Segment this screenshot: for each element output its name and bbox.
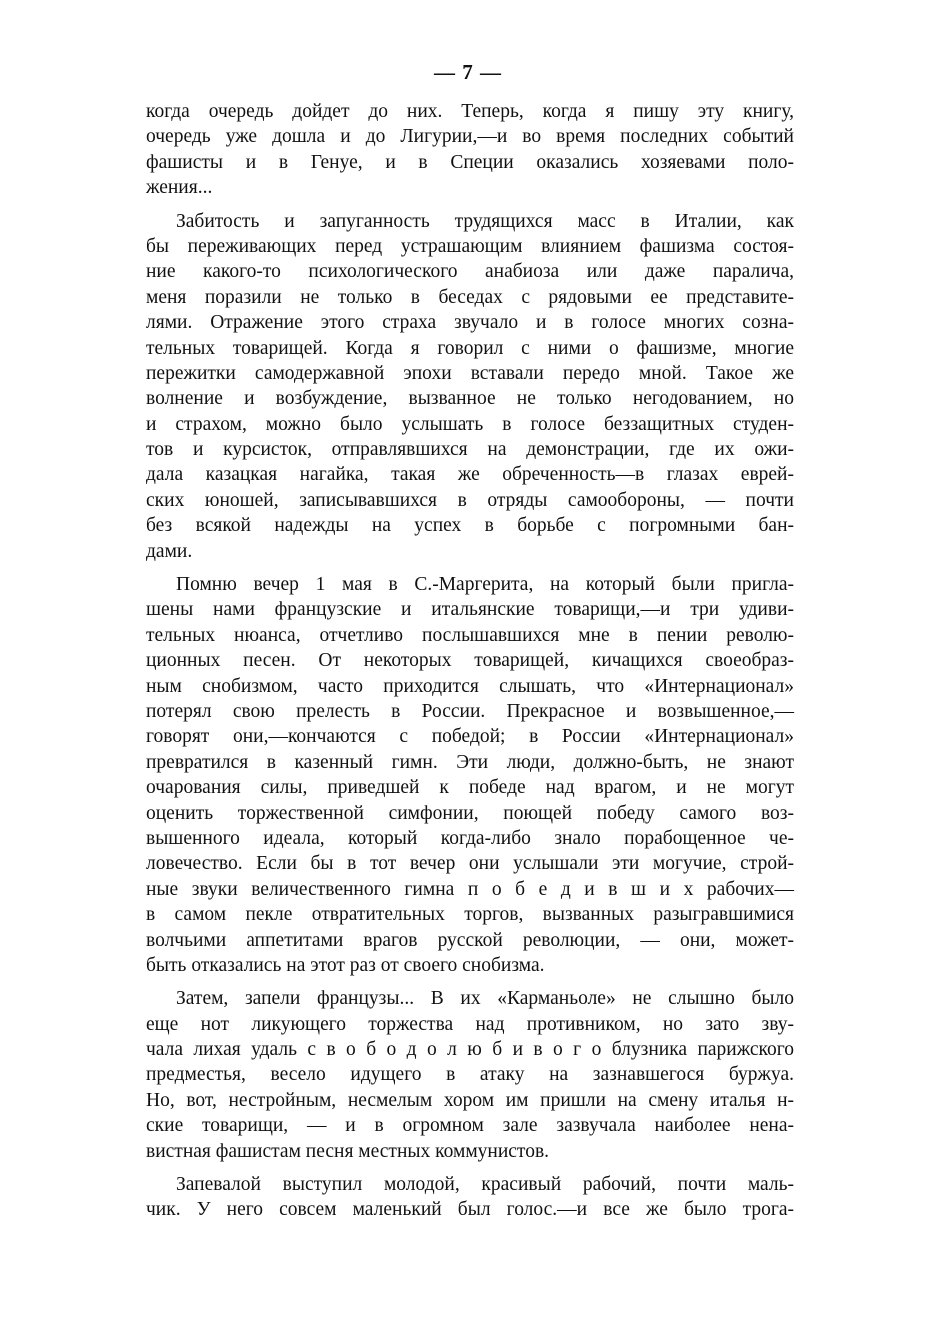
paragraph-gap [146,201,794,209]
text-line: чала лихая удаль с в о б о д о л ю б и в о г о блузника парижского [146,1039,794,1061]
text-line: тельных товарищей. Когда я говорил с ними о фашизме, многие [146,337,794,359]
text-line: лями. Отражение этого страха звучало и в голосе многих созна- [146,312,794,334]
text-line: чик. У него совсем маленький был голос.—и все же было трога- [146,1199,794,1221]
paragraph-gap [146,978,794,986]
paragraph-4 [146,986,794,1164]
text-line: волнение и возбуждение, вызванное не только негодованием, но [146,388,794,410]
text-line: Но, вот, нестройным, несмелым хором им пришли на смену италья н- [146,1089,794,1111]
text-line: бы переживающих перед устрашающим влиянием фашизма состоя- [146,235,794,257]
text-line: вышенного идеала, который когда-либо знало порабощенное че- [146,827,794,849]
text-line: ловечество. Если бы в тот вечер они услышали эти могучие, строй- [146,853,794,875]
paragraph-2 [146,209,794,564]
text-line: ских юношей, записывавшихся в отряды самообороны, — почти [146,489,794,511]
text-line: шены нами французские и итальянские товарищи,—и три удиви- [146,599,794,621]
text-line: меня поразили не только в беседах с рядовыми ее представите- [146,286,794,308]
text-line: вистная фашистам песня местных коммунистов. [146,1140,550,1162]
text-line: волчьими аппетитами врагов русской революции, — они, может- [146,929,794,951]
text-line: еще нот ликующего торжества над противником, но зато зву- [146,1013,794,1035]
text-line: ные звуки величественного гимна п о б е д и в ш и х рабочих— [146,878,794,900]
text-line: тельных нюанса, отчетливо послышавшихся мне в пении револю- [146,624,794,646]
text-line: ние какого-то психологического анабиоза или даже паралича, [146,261,794,283]
text-line: и страхом, можно было услышать в голосе беззащитных студен- [146,413,794,435]
paragraph-1 [146,99,794,201]
text-line: очередь уже дошла и до Лигурии,—и во время последних событий [146,126,794,148]
text-line: очарования силы, приведшей к победе над врагом, и не могут [146,777,794,799]
page-number: — 7 — [434,60,502,84]
text-line: быть отказались на этот раз от своего снобизма. [146,954,545,976]
text-body [146,99,794,1223]
text-line: потерял свою прелесть в России. Прекрасное и возвышенное,— [146,700,794,722]
text-line: оценить торжественной симфонии, поющей победу самого воз- [146,802,794,824]
text-line: Затем, запели французы... В их «Карманьоле» не слышно было [176,988,794,1010]
paragraph-3 [146,572,794,978]
text-line: Забитость и запуганность трудящихся масс в Италии, как [176,210,794,232]
text-line: когда очередь дойдет до них. Теперь, когда я пишу эту книгу, [146,101,794,122]
text-line: ские товарищи, — и в огромном зале зазвучала наиболее нена- [146,1115,794,1137]
text-line: превратился в казенный гимн. Эти люди, должно-быть, не знают [146,751,794,773]
text-line: в самом пекле отвратительных торгов, вызванных разыгравшимися [146,904,794,926]
text-line: говорят они,—кончаются с победой; в России «Интернационал» [146,726,794,748]
text-line: ционных песен. От некоторых товарищей, кичащихся своеобраз- [146,650,794,672]
text-line: дала казацкая нагайка, такая же обреченность—в глазах еврей- [146,464,794,486]
text-line: жения... [146,177,213,199]
paragraph-gap [146,564,794,572]
paragraph-gap [146,1164,794,1172]
text-line: фашисты и в Генуе, и в Специи оказались хозяевами поло- [146,151,794,173]
text-line: ным снобизмом, часто приходится слышать, что «Интернационал» [146,675,794,697]
text-line: предместья, весело идущего в атаку на зазнавшегося буржуа. [146,1064,794,1086]
text-line: дами. [146,540,193,562]
text-line: пережитки самодержавной эпохи вставали передо мной. Такое же [146,362,794,384]
text-line: без всякой надежды на успех в борьбе с погромными бан- [146,515,794,537]
paragraph-5 [146,1172,794,1223]
text-line: Запевалой выступил молодой, красивый рабочий, почти маль- [176,1174,794,1196]
text-line: тов и курсисток, отправлявшихся на демонстрации, где их ожи- [146,439,794,461]
text-line: Помню вечер 1 мая в С.-Маргерита, на который были пригла- [176,574,794,596]
